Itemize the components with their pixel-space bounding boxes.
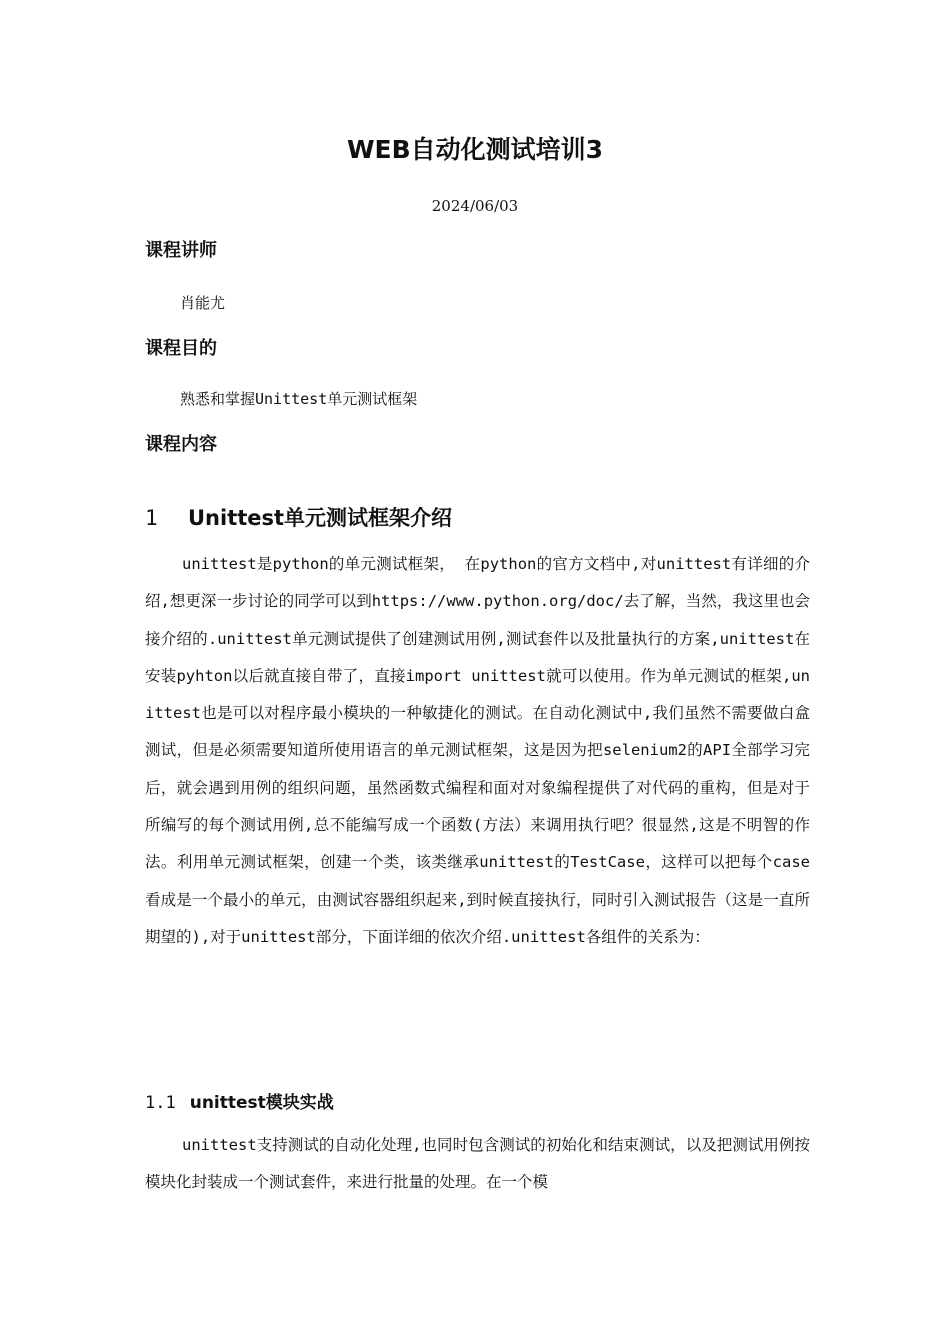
chapter-title: Unittest单元测试框架介绍 — [188, 506, 453, 530]
section-title: unittest模块实战 — [189, 1093, 334, 1113]
section-1-1-paragraph: unittest支持测试的自动化处理,也同时包含测试的初始化和结束测试，以及把测试用例按模块化封装成一个测试套件，来进行批量的处理。在一个模 — [145, 1136, 810, 1192]
document-title: WEB自动化测试培训3 — [346, 135, 604, 164]
content-heading: 课程内容 — [145, 434, 217, 455]
lecturer-name: 肖能尤 — [180, 294, 226, 312]
section-number: 1.1 — [145, 1093, 176, 1113]
purpose-text: 熟悉和掌握Unittest单元测试框架 — [180, 390, 418, 408]
lecturer-heading: 课程讲师 — [145, 240, 217, 261]
chapter-1-heading — [145, 502, 453, 534]
purpose-heading: 课程目的 — [145, 338, 217, 359]
document-date: 2024/06/03 — [431, 197, 519, 215]
chapter-number: 1 — [145, 506, 158, 530]
section-1-1-heading — [145, 1090, 334, 1116]
chapter-1-paragraph: unittest是python的单元测试框架， 在python的官方文档中,对unittest有详细的介绍,想更深一步讨论的同学可以到https://www.python.org/doc/去了解，当然，我这里也会接介绍的.unittest单元测试提供了创建测试用例,测试套件以及批量执行的方案,unittest在安装pyhton以后就直接自带了，直接import unittest就可以使用。作为单元测试的框架,unittest也是可以对程序最小模块的一种敏捷化的测试。在自动化测试中,我们虽然不需要做白盒测试，但是必须需要知道所使用语言的单元测试框架，这是因为把selenium2的API全部学习完后，就会遇到用例的组织问题，虽然函数式编程和面对对象编程提供了对代码的重构，但是对于所编写的每个测试用例,总不能编写成一个函数(方法）来调用执行吧？很显然,这是不明智的作法。利用单元测试框架，创建一个类，该类继承unittest的TestCase，这样可以把每个case看成是一个最小的单元，由测试容器组织起来,到时候直接执行，同时引入测试报告（这是一直所期望的),对于unittest部分，下面详细的依次介绍.unittest各组件的关系为： — [145, 555, 810, 946]
